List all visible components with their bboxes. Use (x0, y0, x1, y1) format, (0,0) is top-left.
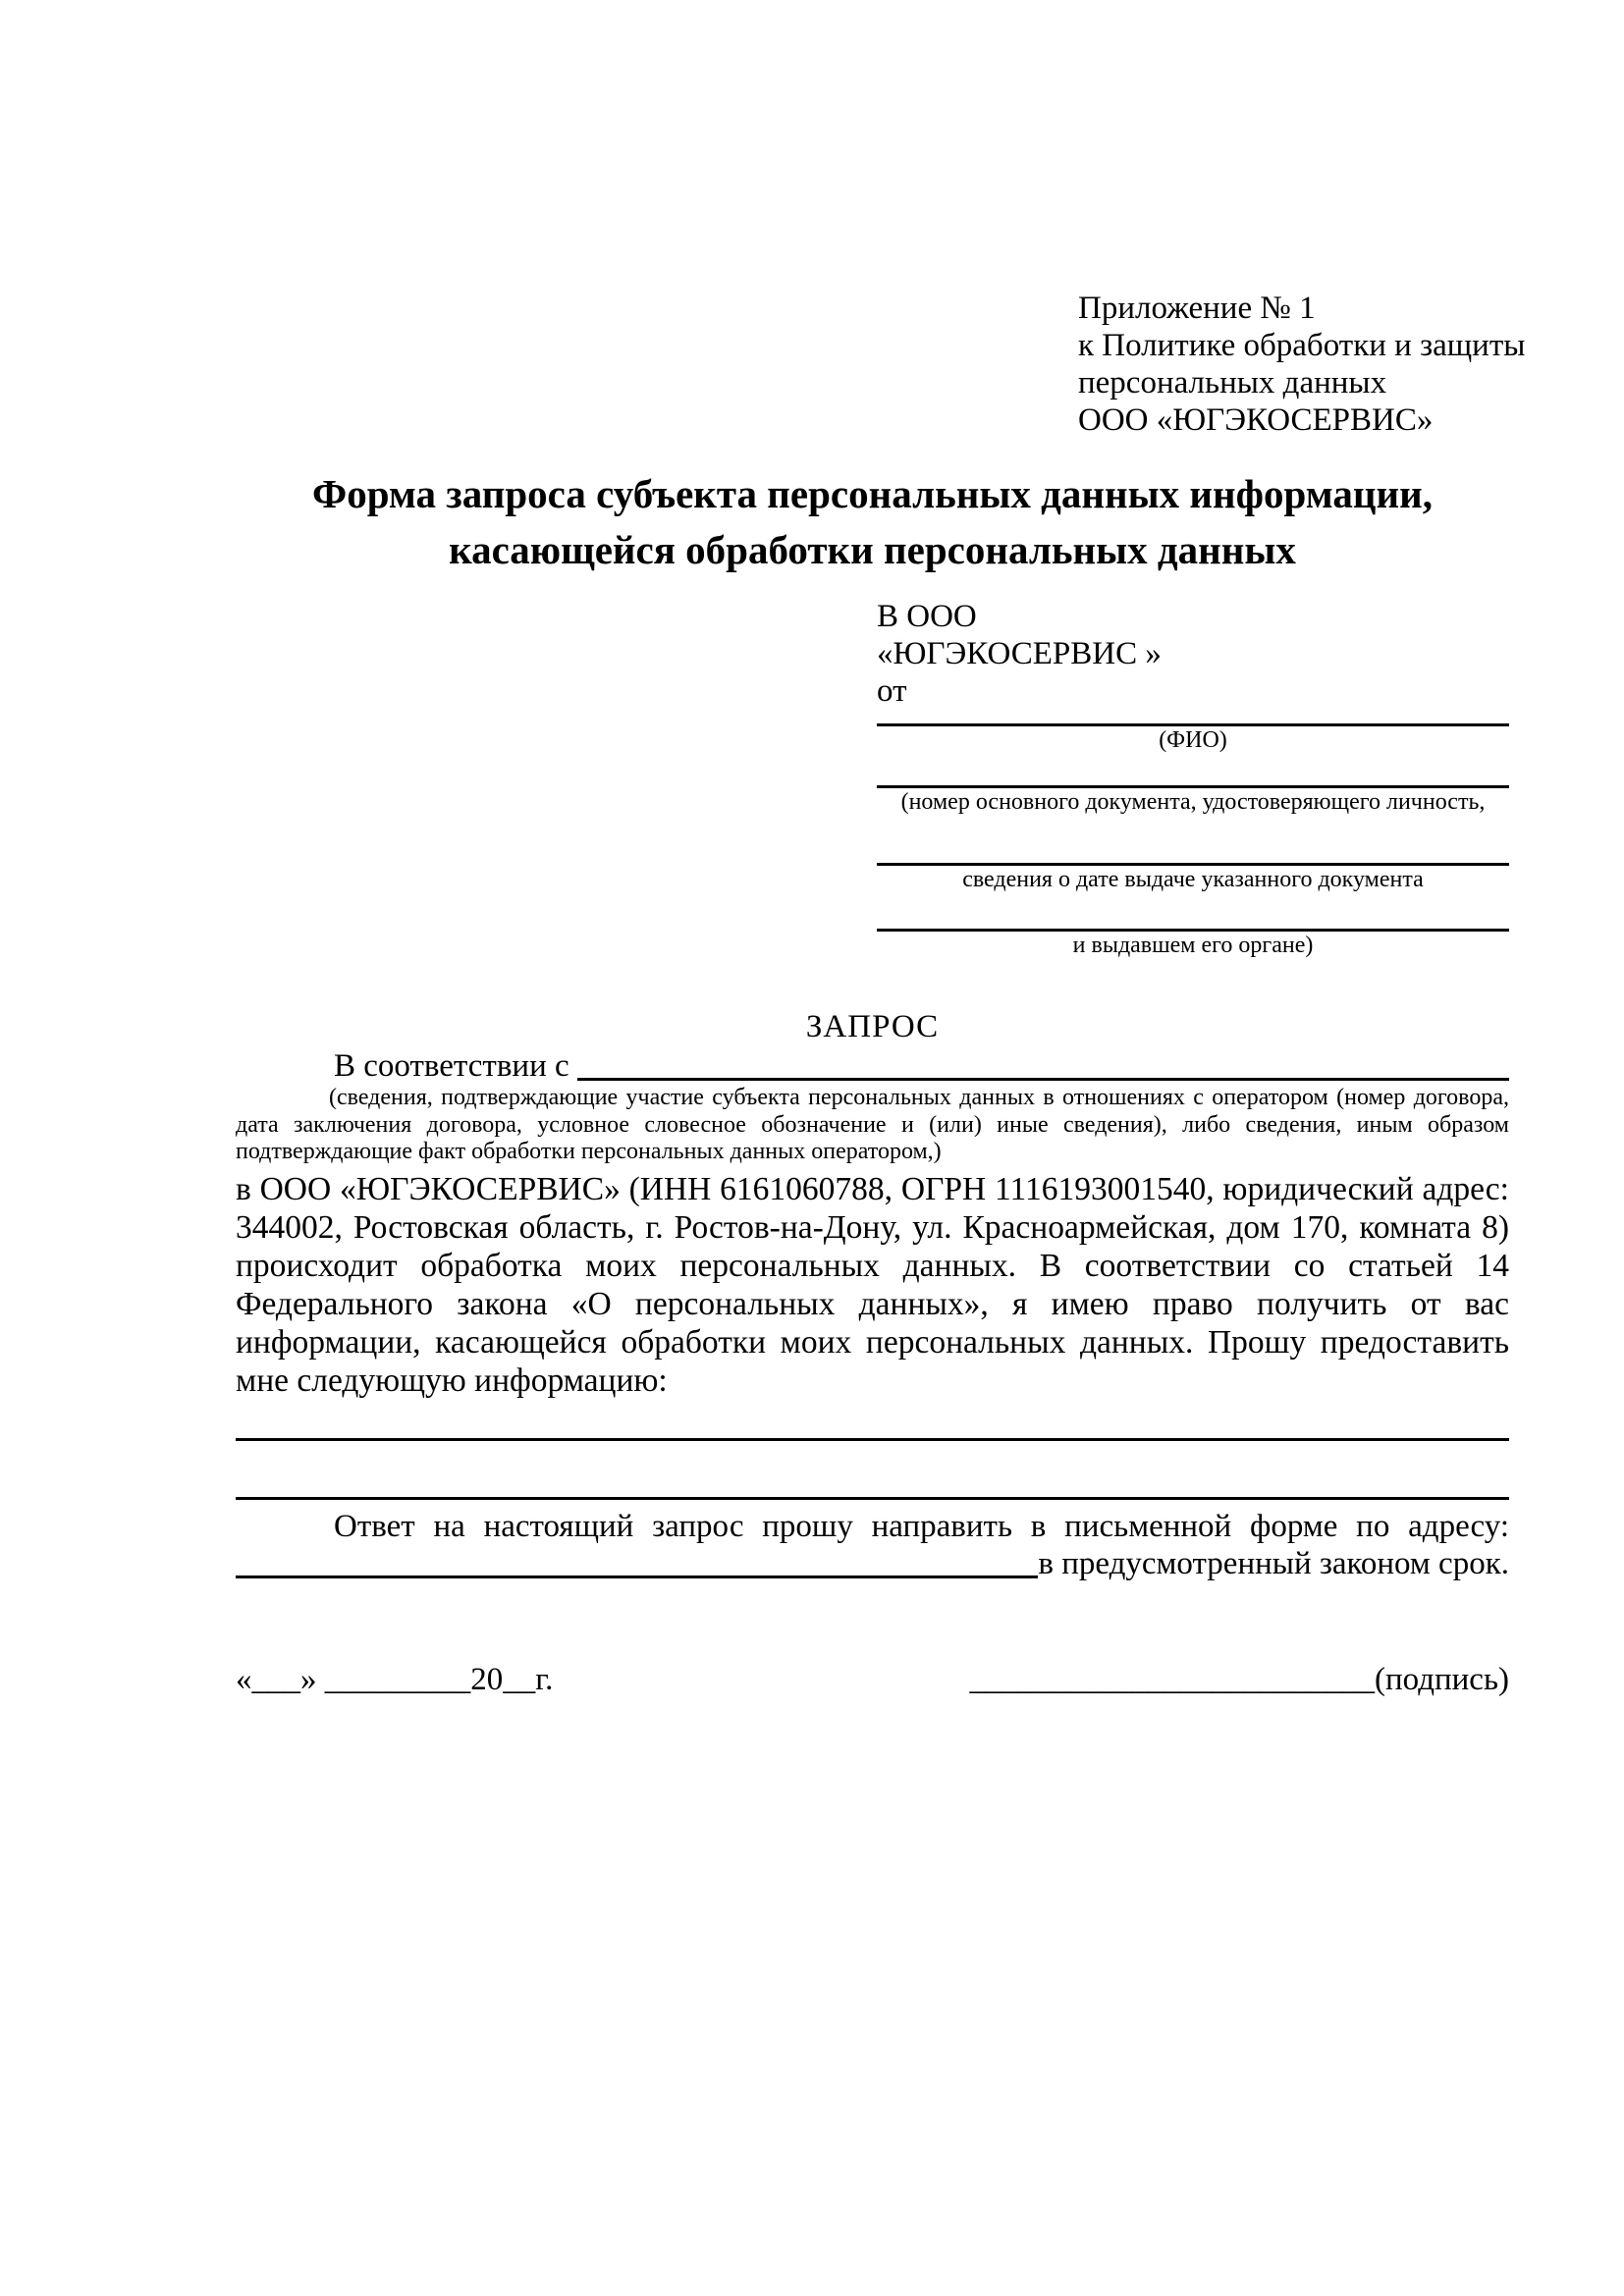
document-number-blank-line (877, 754, 1509, 788)
fio-blank-line (877, 710, 1509, 726)
appendix-line: ООО «ЮГЭКОСЕРВИС» (1078, 402, 1434, 438)
paragraph-indent (236, 1047, 334, 1085)
accordance-caption: (сведения, подтверждающие участие субъекта персональных данных в отношениях с оператором (номер договора, дата заключения договора, условное словесное обозначение и (или) иные сведения), либо сведения, иным образом подтверждающие факт обработки персональных данных оператором,) (236, 1085, 1509, 1164)
requested-info-blank-line-2 (236, 1441, 1509, 1500)
answer-paragraph: Ответ на настоящий запрос прошу направить в письменной форме по адресу: (334, 1508, 1509, 1544)
address-row (236, 1545, 1509, 1582)
document-title-line-1: Форма запроса субъекта персональных данных информации, (312, 471, 1433, 516)
issuing-authority-blank-line (877, 893, 1509, 932)
document-number-caption: (номер основного документа, удостоверяющего личность, (900, 789, 1486, 815)
issue-date-blank-line (877, 816, 1509, 866)
document-title (236, 466, 1509, 578)
addressee-to-line-1: В ООО (877, 599, 977, 634)
accordance-blank-line (577, 1047, 1509, 1081)
appendix-line: к Политике обработки и защиты (1078, 328, 1526, 363)
appendix-line: Приложение № 1 (1078, 291, 1316, 326)
addressee-from-label: от (877, 673, 907, 709)
request-heading: ЗАПРОС (805, 1009, 940, 1044)
issue-date-caption: сведения о дате выдаче указанного документа (962, 867, 1424, 892)
issuing-authority-caption: и выдавшем его органе) (1072, 933, 1314, 958)
signature-row (236, 1661, 1509, 1698)
signature-blank-field: _________________________(подпись) (969, 1661, 1509, 1697)
appendix-block (1078, 290, 1526, 439)
appendix-line: персональных данных (1078, 365, 1387, 400)
addressee-block (877, 598, 1509, 959)
answer-tail-text: в предусмотренный законом срок. (1038, 1545, 1509, 1581)
accordance-row (236, 1047, 1509, 1085)
accordance-label: В соответствии с (334, 1048, 569, 1084)
address-blank-line (236, 1545, 1038, 1578)
fio-caption: (ФИО) (1159, 727, 1227, 753)
requested-info-blank-line-1 (236, 1400, 1509, 1441)
date-blank-field: «___» _________20__г. (236, 1661, 554, 1697)
document-title-line-2: касающейся обработки персональных данных (449, 527, 1296, 572)
request-body-paragraph: в ООО «ЮГЭКОСЕРВИС» (ИНН 6161060788, ОГРН 1116193001540, юридический адрес: 344002, Ростовская область, г. Ростов-на-Дону, ул. Красноармейская, дом 170, комната 8) происходит обработка моих персональных данных. В соответствии со статьей 14 Федерального закона «О персональных данных», я имею право получить от вас информации, касающейся обработки моих персональных данных. Прошу предоставить мне следующую информацию: (236, 1170, 1509, 1399)
addressee-to-line-2: «ЮГЭКОСЕРВИС » (877, 636, 1162, 671)
